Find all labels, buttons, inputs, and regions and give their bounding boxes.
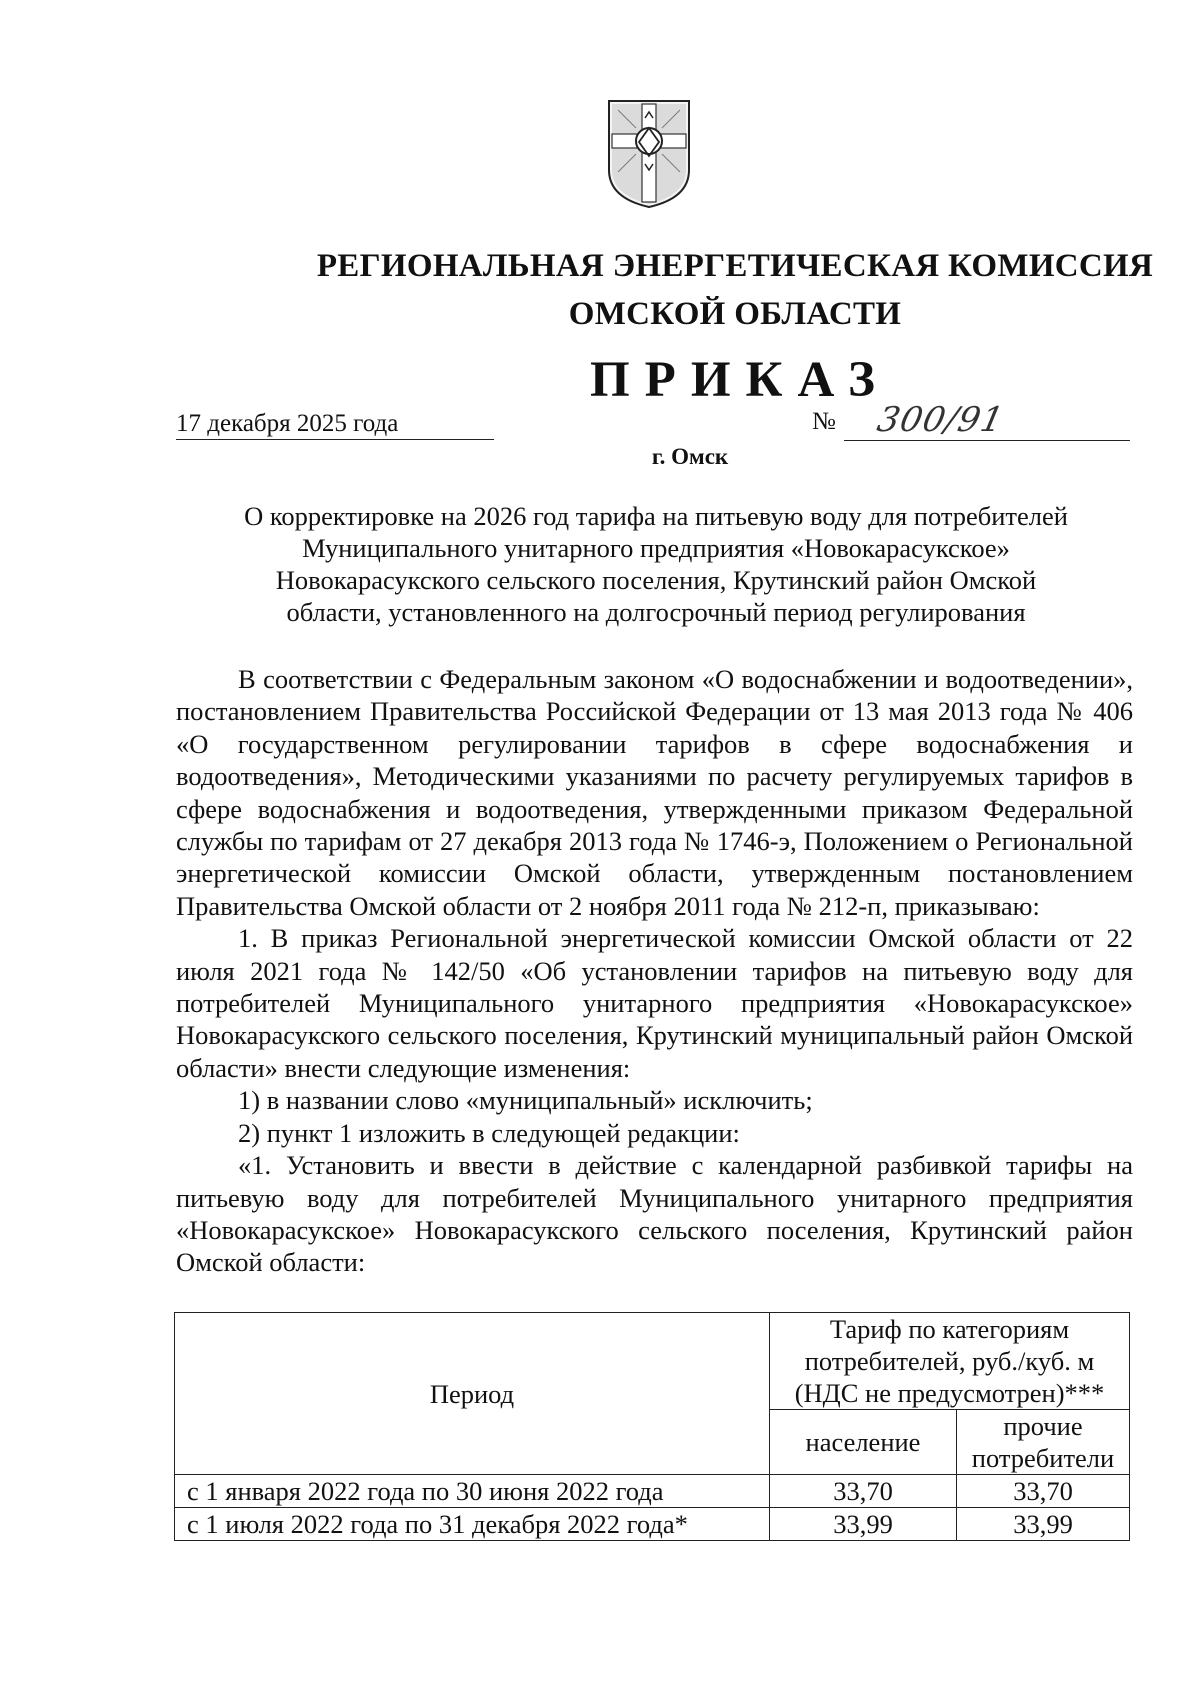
organization-name (160, 242, 1200, 338)
body-paragraph-preamble: В соответствии с Федеральным законом «О водоснабжении и водоотведении», постановлением Правительства Российской Федерации от 13 мая 2013 года № 406 «О государственном регулировании тарифов в сфере водоснабжения и водоотведения», Методическими указаниями по расчету регулируемых тарифов в сфере водоснабжения и водоотведения, утвержденными приказом Федеральной службы по тарифам от 27 декабря 2013 года № 1746-э, Положением о Региональной энергетической комиссии Омской области, утвержденным постановлением Правительства Омской области от 2 ноября 2011 года № 212-п, приказываю: (176, 664, 1133, 921)
table-header-row (175, 1313, 1130, 1410)
coat-of-arms-emblem (606, 98, 692, 210)
handwritten-document-number: 300/91 (873, 400, 1008, 440)
organization-name-line1: РЕГИОНАЛЬНАЯ ЭНЕРГЕТИЧЕСКАЯ КОМИССИЯ (316, 248, 1154, 284)
header-tariff: Тариф по категориям потребителей, руб./куб. м (НДС не предусмотрен)*** (770, 1313, 1130, 1410)
subject-line: области, установленного на долгосрочный период регулирования (286, 597, 1026, 627)
row-period: с 1 июля 2022 года по 31 декабря 2022 года* (175, 1508, 770, 1541)
subject-line: Новокарасукского сельского поселения, Крутинский район Омской (275, 565, 1037, 595)
body-paragraph-item-1: 1. В приказ Региональной энергетической комиссии Омской области от 22 июля 2021 года № 142/50 «Об установлении тарифов на питьевую воду для потребителей Муниципального унитарного предприятия «Новокарасукское» Новокарасукского сельского поселения, Крутинский муниципальный район Омской области» внести следующие изменения: (176, 923, 1133, 1083)
row-other-value: 33,70 (957, 1475, 1130, 1508)
table-row (175, 1475, 1130, 1508)
row-period: с 1 января 2022 года по 30 июня 2022 года (175, 1475, 770, 1508)
header-period: Период (175, 1313, 770, 1475)
subject-line: О корректировке на 2026 год тарифа на питьевую воду для потребителей (244, 501, 1068, 531)
body-paragraph-subitem-2: 2) пункт 1 изложить в следующей редакции: (238, 1117, 740, 1148)
tariff-table (174, 1312, 1130, 1541)
document-subject (176, 500, 1136, 628)
document-type-title: ПРИКАЗ (590, 352, 890, 408)
body-paragraph-new-text: «1. Установить и ввести в действие с календарной разбивкой тарифы на питьевую воду для потребителей Муниципального унитарного предприятия «Новокарасукское» Новокарасукского сельского поселения, Крутинский район Омской области: (176, 1150, 1133, 1278)
row-population-value: 33,99 (770, 1508, 957, 1541)
number-label: № (812, 408, 836, 435)
body-paragraph-subitem-1: 1) в названии слово «муниципальный» исключить; (238, 1085, 813, 1116)
row-population-value: 33,70 (770, 1475, 957, 1508)
subject-line: Муниципального унитарного предприятия «Новокарасукское» (302, 533, 1010, 563)
header-population: население (770, 1410, 957, 1475)
city-name: г. Омск (651, 444, 729, 469)
header-other-consumers: прочие потребители (957, 1410, 1130, 1475)
row-other-value: 33,99 (957, 1508, 1130, 1541)
number-underline (844, 440, 1130, 441)
document-date: 17 декабря 2025 года (176, 409, 494, 440)
table-row (175, 1508, 1130, 1541)
document-body (176, 663, 1133, 1279)
organization-name-line2: ОМСКОЙ ОБЛАСТИ (568, 296, 902, 332)
